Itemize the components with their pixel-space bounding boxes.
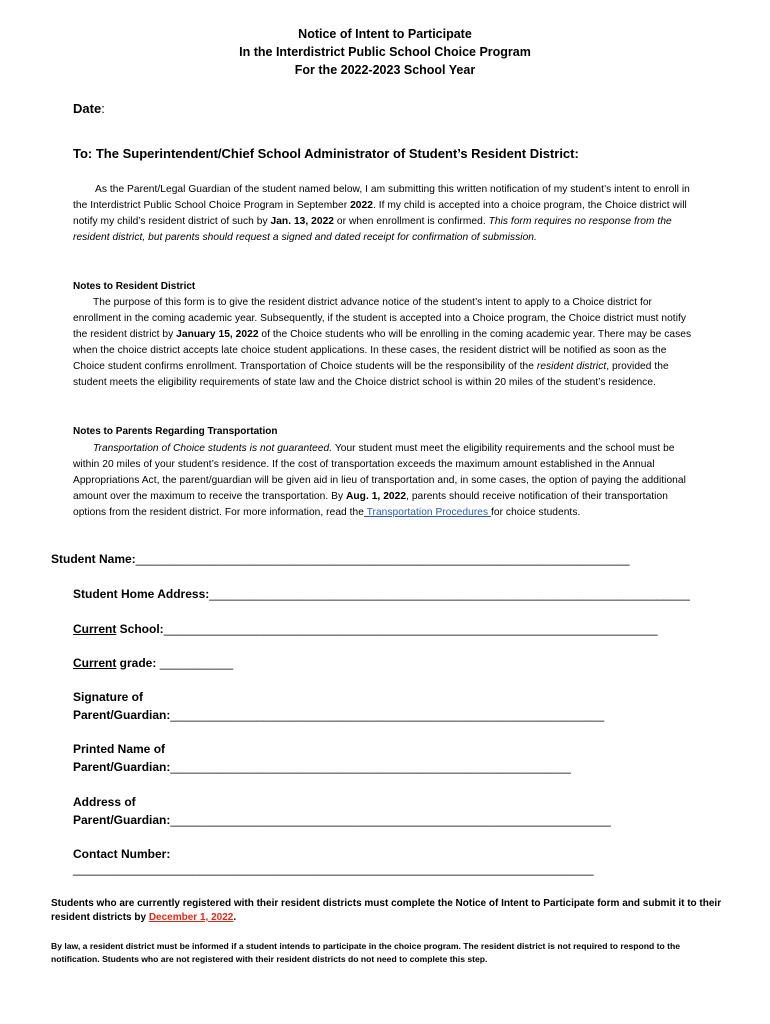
form-subtitle-year: For the 2022-2023 School Year xyxy=(294,63,476,77)
date-label: Date: xyxy=(73,101,105,116)
printed-name-field[interactable]: Parent/Guardian:____________________________________________________________ xyxy=(73,760,571,774)
addressee-line: To: The Superintendent/Chief School Administrator of Student’s Resident District: xyxy=(73,146,579,161)
legal-note: By law, a resident district must be informed if a student intends to participate in the choice program. The resident district is not required to respond to the notification. Students who are not registered with their resident districts do not need to complete this step. xyxy=(51,941,681,964)
guardian-address-field[interactable]: Parent/Guardian:__________________________________________________________________ xyxy=(73,813,611,827)
student-name-field[interactable]: Student Name:__________________________________________________________________________ xyxy=(51,552,630,566)
contact-number-field[interactable]: ______________________________________________________________________________ xyxy=(73,862,594,876)
current-school-field[interactable]: Current School:__________________________________________________________________________ xyxy=(73,622,658,636)
form-subtitle-program: In the Interdistrict Public School Choice Program xyxy=(239,45,531,59)
student-home-address-field[interactable]: Student Home Address:________________________________________________________________________ xyxy=(73,587,690,601)
guardian-address-label: Address of xyxy=(73,795,136,809)
transportation-procedures-link[interactable]: Transportation Procedures xyxy=(363,507,491,518)
signature-field[interactable]: Parent/Guardian:_________________________________________________________________ xyxy=(73,708,605,722)
deadline-date: December 1, 2022 xyxy=(148,912,234,923)
printed-name-label: Printed Name of xyxy=(73,742,166,756)
date-text: Date xyxy=(73,101,102,116)
form-title: Notice of Intent to Participate xyxy=(298,27,472,41)
current-grade-field[interactable]: Current grade: ___________ xyxy=(73,656,234,670)
notes-transport-heading: Notes to Parents Regarding Transportation xyxy=(73,426,278,437)
contact-number-label: Contact Number: xyxy=(73,847,171,861)
signature-label: Signature of xyxy=(73,690,144,704)
intro-paragraph: As the Parent/Legal Guardian of the student named below, I am submitting this written notification of my student’s intent to enroll in the Interdistrict Public School Choice Program in September 2022. If my child is accepted into a choice program, the Choice district will notify my child’s resident district of such by Jan. 13, 2022 or when enrollment is confirmed. This form requires no response from the resident district, but parents should request a signed and dated receipt for confirmation of submission. xyxy=(73,184,690,243)
submission-deadline-note: Students who are currently registered with their resident districts must complete the Notice of Intent to Participate form and submit it to their resident districts by December 1, 2022. xyxy=(51,898,722,923)
notes-resident-heading: Notes to Resident District xyxy=(73,281,196,292)
notes-resident-paragraph: The purpose of this form is to give the resident district advance notice of the student’s intent to apply to a Choice district for enrollment in the coming academic year. Subsequently, if the student is accepted into a Choice program, the Choice district must notify the resident district by January 15, 2022 of the Choice students who will be enrolling in the coming academic year. There may be cases when the choice district accepts late choice student applications. In these cases, the resident district will be notified as soon as the Choice student confirms enrollment. Transportation of Choice students will be the responsibility of the resident district, provided the student meets the eligibility requirements of state law and the Choice district school is within 20 miles of the student’s residence. xyxy=(73,297,692,388)
notes-transport-paragraph: Transportation of Choice students is not guaranteed. Your student must meet the eligibility requirements and the school must be within 20 miles of your student’s residence. If the cost of transportation exceeds the maximum amount established in the Annual Appropriations Act, the parent/guardian will be given aid in lieu of transportation and, in some cases, the option of paying the additional amount over the maximum to receive the transportation. By Aug. 1, 2022, parents should receive notification of their transportation options from the resident district. For more information, read the Transportation Procedures for choice students. xyxy=(73,443,686,518)
